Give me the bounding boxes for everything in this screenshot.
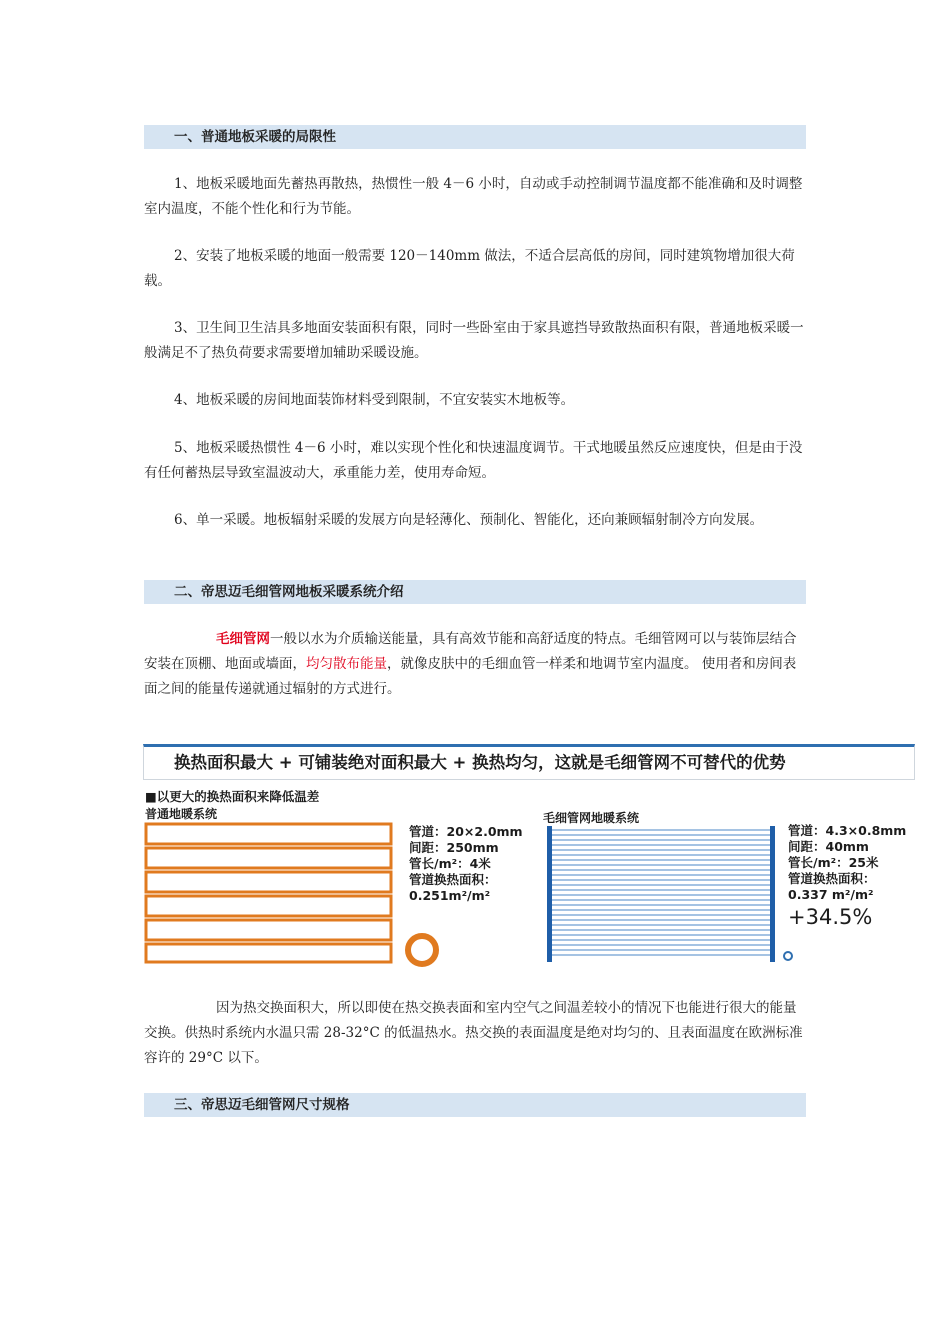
section-title: 二、帝思迈毛细管网地板采暖系统介绍 [174, 584, 404, 600]
spec-line: 管道换热面积： [788, 871, 876, 886]
limitation-item-2: 2、安装了地板采暖的地面一般需要 120－140mm 做法，不适合层高低的房间，同时建筑物增加很大荷载。 [144, 248, 795, 289]
section-title: 一、普通地板采暖的局限性 [174, 129, 336, 145]
capillary-header-left [547, 826, 552, 962]
spec-line: 0.337 m²/m² [788, 887, 874, 902]
figure-subtitle: ■以更大的换热面积来降低温差 [145, 789, 320, 804]
intro-text-2: ，就像皮肤中的毛细血管一样柔和地调节室内温度。 使用者和房间表面之间的能量传递就通过辐射的方式进行。 [144, 656, 797, 697]
capillary-system-title: 毛细管网地暖系统 [543, 811, 640, 825]
limitation-item-5: 5、地板采暖热惯性 4－6 小时，难以实现个性化和快速温度调节。干式地暖虽然反应速度快，但是由于没有任何蓄热层导致室温波动大，承重能力差，使用寿命短。 [144, 440, 803, 481]
highlight-term: 毛细管网 [216, 631, 270, 647]
limitation-item-1: 1、地板采暖地面先蓄热再散热，热惯性一般 4－6 小时，自动或手动控制调节温度都不能准确和及时调整室内温度，不能个性化和行为节能。 [144, 176, 803, 217]
ordinary-system-title: 普通地暖系统 [145, 807, 218, 821]
capillary-pipe-section-icon [784, 952, 792, 960]
spec-line: 间距：40mm [788, 839, 869, 854]
explain-paragraph: 因为热交换面积大，所以即使在热交换表面和室内空气之间温差较小的情况下也能进行很大的能量交换。供热时系统内水温只需 28-32°C 的低温热水。热交换的表面温度是绝对均匀的、且表面温度在欧洲标准容许的 29°C 以下。 [144, 1000, 803, 1066]
section-header-limitations [144, 125, 806, 149]
spec-line: 管道：4.3×0.8mm [788, 823, 907, 838]
capillary-header-right [770, 826, 775, 962]
spec-line: 0.251m²/m² [409, 888, 491, 903]
section-header-specs [144, 1093, 806, 1117]
spec-line: 管长/m²：4米 [409, 856, 491, 871]
ordinary-specs [409, 824, 523, 904]
ordinary-pipe-run [146, 848, 391, 868]
capillary-mat-diagram [547, 826, 775, 962]
spec-line: 管道：20×2.0mm [409, 824, 523, 839]
section-header-intro [144, 580, 806, 604]
limitation-item-4: 4、地板采暖的房间地面装饰材料受到限制，不宜安装实木地板等。 [174, 392, 575, 408]
ordinary-pipe-run [146, 824, 391, 844]
spec-line: 管道换热面积： [409, 872, 497, 887]
limitation-item-3: 3、卫生间卫生洁具多地面安装面积有限，同时一些卧室由于家具遮挡导致散热面积有限，普通地板采暖一般满足不了热负荷要求需要增加辅助采暖设施。 [144, 320, 804, 361]
limitation-item-6: 6、单一采暖。地板辐射采暖的发展方向是轻薄化、预制化、智能化，还向兼顾辐射制冷方向发展。 [174, 512, 764, 528]
intro-paragraph [144, 627, 806, 702]
section-title: 三、帝思迈毛细管网尺寸规格 [174, 1097, 350, 1113]
intro-text-1: 一般以水为介质输送能量，具有高效节能和高舒适度的特点。毛细管网可以与装饰层结合安装在顶棚、地面或墙面， [144, 631, 797, 672]
ordinary-pipe-diagram [146, 824, 391, 962]
ordinary-pipe-run [146, 944, 391, 962]
ordinary-pipe-section-icon [408, 936, 436, 964]
spec-line: 管长/m²：25米 [788, 855, 879, 870]
comparison-figure [143, 744, 915, 970]
ordinary-pipe-run [146, 896, 391, 916]
spec-line: 间距：250mm [409, 840, 499, 855]
ordinary-pipe-run [146, 920, 391, 940]
figure-banner-text: 换热面积最大 + 可铺装绝对面积最大 + 换热均匀，这就是毛细管网不可替代的优势 [174, 753, 786, 772]
highlight-phrase: 均匀散布能量 [306, 656, 387, 672]
capillary-specs [788, 823, 906, 931]
increase-percentage: +34.5% [788, 905, 873, 929]
ordinary-pipe-run [146, 872, 391, 892]
